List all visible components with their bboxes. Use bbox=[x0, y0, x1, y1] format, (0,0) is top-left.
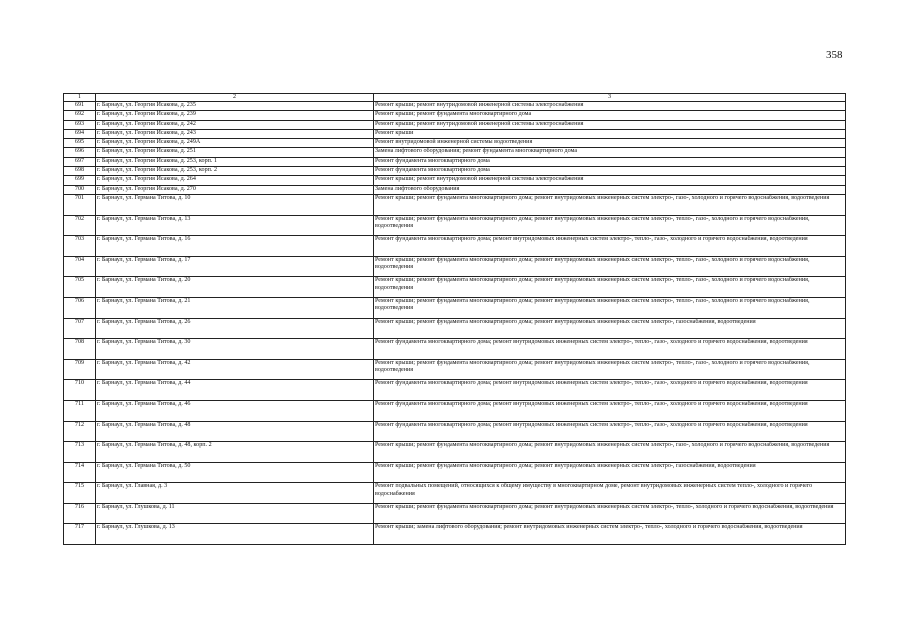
row-number-cell: 706 bbox=[64, 297, 96, 318]
row-number-cell: 692 bbox=[64, 111, 96, 120]
works-cell: Ремонт крыши; ремонт фундамента многоквартирного дома; ремонт внутридомовых инженерных систем электро-, тепло-, газо-, холодного и горячего водоснабжения, водоотведения bbox=[374, 277, 846, 298]
works-cell: Ремонт крыши bbox=[374, 129, 846, 138]
address-cell: г. Барнаул, ул. Георгия Исакова, д. 264 bbox=[96, 176, 374, 185]
row-number-cell: 709 bbox=[64, 359, 96, 380]
table-row bbox=[64, 167, 846, 176]
row-number-cell: 701 bbox=[64, 194, 96, 215]
table-row bbox=[64, 400, 846, 421]
address-cell: г. Барнаул, ул. Германа Титова, д. 30 bbox=[96, 339, 374, 360]
row-number-cell: 695 bbox=[64, 139, 96, 148]
address-cell: г. Барнаул, ул. Германа Титова, д. 20 bbox=[96, 277, 374, 298]
table-row bbox=[64, 524, 846, 545]
address-cell: г. Барнаул, ул. Георгия Исакова, д. 242 bbox=[96, 120, 374, 129]
row-number-cell: 710 bbox=[64, 380, 96, 401]
address-cell: г. Барнаул, ул. Глушкова, д. 11 bbox=[96, 503, 374, 524]
works-cell: Ремонт крыши; ремонт внутридомовой инженерной системы электроснабжения bbox=[374, 102, 846, 111]
address-cell: г. Барнаул, ул. Германа Титова, д. 21 bbox=[96, 297, 374, 318]
address-cell: г. Барнаул, ул. Германа Титова, д. 13 bbox=[96, 215, 374, 236]
row-number-cell: 713 bbox=[64, 442, 96, 463]
works-cell: Ремонт крыши; ремонт фундамента многоквартирного дома; ремонт внутридомовых инженерных систем электро-, тепло-, холодного и горячего водоснабжения, водоотведения bbox=[374, 503, 846, 524]
works-cell: Ремонт крыши; ремонт внутридомовой инженерной системы электроснабжения bbox=[374, 120, 846, 129]
table-row bbox=[64, 256, 846, 277]
address-cell: г. Барнаул, ул. Георгия Исакова, д. 249А bbox=[96, 139, 374, 148]
table-row bbox=[64, 442, 846, 463]
row-number-cell: 696 bbox=[64, 148, 96, 157]
works-cell: Ремонт фундамента многоквартирного дома; ремонт внутридомовых инженерных систем электро-, тепло-, газо-, холодного и горячего водоснабжения, водоотведения bbox=[374, 400, 846, 421]
table-row bbox=[64, 483, 846, 504]
row-number-cell: 717 bbox=[64, 524, 96, 545]
column-header-address: 2 bbox=[96, 94, 374, 102]
table-row bbox=[64, 194, 846, 215]
address-cell: г. Барнаул, ул. Георгия Исакова, д. 253, корп. 2 bbox=[96, 167, 374, 176]
works-cell: Ремонт внутридомовой инженерной системы водоотведения bbox=[374, 139, 846, 148]
column-header-number: 1 bbox=[64, 94, 96, 102]
address-cell: г. Барнаул, ул. Германа Титова, д. 10 bbox=[96, 194, 374, 215]
address-cell: г. Барнаул, ул. Германа Титова, д. 42 bbox=[96, 359, 374, 380]
row-number-cell: 697 bbox=[64, 157, 96, 166]
column-header-works: 3 bbox=[374, 94, 846, 102]
works-cell: Ремонт крыши; ремонт фундамента многоквартирного дома; ремонт внутридомовых инженерных систем электро-, газо-, холодного и горячего водоснабжения, водоотведения bbox=[374, 442, 846, 463]
works-cell: Ремонт крыши; ремонт внутридомовой инженерной системы электроснабжения bbox=[374, 176, 846, 185]
table-row bbox=[64, 215, 846, 236]
address-cell: г. Барнаул, ул. Георгия Исакова, д. 253, корп. 1 bbox=[96, 157, 374, 166]
address-cell: г. Барнаул, ул. Германа Титова, д. 26 bbox=[96, 318, 374, 339]
table-row bbox=[64, 157, 846, 166]
table-row bbox=[64, 359, 846, 380]
works-cell: Ремонт подвальных помещений, относящихся к общему имуществу в многоквартирном доме, ремонт внутридомовых инженерных систем тепло-, холодного и горячего водоснабжения bbox=[374, 483, 846, 504]
table-row bbox=[64, 129, 846, 138]
address-cell: г. Барнаул, ул. Георгия Исакова, д. 243 bbox=[96, 129, 374, 138]
row-number-cell: 694 bbox=[64, 129, 96, 138]
row-number-cell: 703 bbox=[64, 236, 96, 257]
table-row bbox=[64, 185, 846, 194]
works-cell: Ремонт фундамента многоквартирного дома; ремонт внутридомовых инженерных систем электро-, тепло-, газо-, холодного и горячего водоснабжения, водоотведения bbox=[374, 421, 846, 442]
table-row bbox=[64, 297, 846, 318]
row-number-cell: 714 bbox=[64, 462, 96, 483]
works-cell: Ремонт крыши; ремонт фундамента многоквартирного дома; ремонт внутридомовых инженерных систем электро-, тепло-, газо-, холодного и горячего водоснабжения, водоотведения bbox=[374, 297, 846, 318]
table-row bbox=[64, 339, 846, 360]
table-row bbox=[64, 380, 846, 401]
works-cell: Ремонт крыши; ремонт фундамента многоквартирного дома; ремонт внутридомовых инженерных систем электро-, тепло-, газо-, холодного и горячего водоснабжения, водоотведения bbox=[374, 359, 846, 380]
row-number-cell: 705 bbox=[64, 277, 96, 298]
works-cell: Ремонт фундамента многоквартирного дома bbox=[374, 167, 846, 176]
table-row bbox=[64, 120, 846, 129]
address-cell: г. Барнаул, ул. Георгия Исакова, д. 235 bbox=[96, 102, 374, 111]
table-row bbox=[64, 139, 846, 148]
row-number-cell: 708 bbox=[64, 339, 96, 360]
works-cell: Замена лифтового оборудования bbox=[374, 185, 846, 194]
row-number-cell: 715 bbox=[64, 483, 96, 504]
address-cell: г. Барнаул, ул. Георгия Исакова, д. 270 bbox=[96, 185, 374, 194]
table-row bbox=[64, 462, 846, 483]
table-row bbox=[64, 102, 846, 111]
address-cell: г. Барнаул, ул. Главная, д. 3 bbox=[96, 483, 374, 504]
row-number-cell: 693 bbox=[64, 120, 96, 129]
table-row bbox=[64, 236, 846, 257]
address-cell: г. Барнаул, ул. Георгия Исакова, д. 251 bbox=[96, 148, 374, 157]
row-number-cell: 716 bbox=[64, 503, 96, 524]
page-number: 358 bbox=[826, 49, 843, 61]
address-cell: г. Барнаул, ул. Германа Титова, д. 46 bbox=[96, 400, 374, 421]
address-cell: г. Барнаул, ул. Георгия Исакова, д. 239 bbox=[96, 111, 374, 120]
row-number-cell: 700 bbox=[64, 185, 96, 194]
row-number-cell: 712 bbox=[64, 421, 96, 442]
address-cell: г. Барнаул, ул. Германа Титова, д. 16 bbox=[96, 236, 374, 257]
table-row bbox=[64, 318, 846, 339]
row-number-cell: 698 bbox=[64, 167, 96, 176]
table-row bbox=[64, 503, 846, 524]
table-row bbox=[64, 148, 846, 157]
row-number-cell: 704 bbox=[64, 256, 96, 277]
row-number-cell: 702 bbox=[64, 215, 96, 236]
row-number-cell: 711 bbox=[64, 400, 96, 421]
address-cell: г. Барнаул, ул. Глушкова, д. 13 bbox=[96, 524, 374, 545]
works-table bbox=[63, 93, 846, 545]
address-cell: г. Барнаул, ул. Германа Титова, д. 17 bbox=[96, 256, 374, 277]
table-row bbox=[64, 277, 846, 298]
works-cell: Ремонт крыши; ремонт фундамента многоквартирного дома; ремонт внутридомовых инженерных систем электро-, газоснабжения, водоотведения bbox=[374, 318, 846, 339]
address-cell: г. Барнаул, ул. Германа Титова, д. 44 bbox=[96, 380, 374, 401]
works-cell: Замена лифтового оборудования; ремонт фундамента многоквартирного дома bbox=[374, 148, 846, 157]
table-body bbox=[64, 94, 846, 545]
address-cell: г. Барнаул, ул. Германа Титова, д. 50 bbox=[96, 462, 374, 483]
address-cell: г. Барнаул, ул. Германа Титова, д. 48 bbox=[96, 421, 374, 442]
table-row bbox=[64, 111, 846, 120]
works-cell: Ремонт крыши; ремонт фундамента многоквартирного дома; ремонт внутридомовых инженерных систем электро-, газо-, холодного и горячего водоснабжения, водоотведения bbox=[374, 194, 846, 215]
row-number-cell: 707 bbox=[64, 318, 96, 339]
header-row bbox=[64, 94, 846, 102]
row-number-cell: 699 bbox=[64, 176, 96, 185]
works-cell: Ремонт крыши; ремонт фундамента многоквартирного дома bbox=[374, 111, 846, 120]
works-cell: Ремонт крыши; ремонт фундамента многоквартирного дома; ремонт внутридомовых инженерных систем электро-, тепло-, газо-, холодного и горячего водоснабжения, водоотведения bbox=[374, 256, 846, 277]
works-cell: Ремонт фундамента многоквартирного дома; ремонт внутридомовых инженерных систем электро-, тепло-, газо-, холодного и горячего водоснабжения, водоотведения bbox=[374, 380, 846, 401]
works-cell: Ремонт крыши; ремонт фундамента многоквартирного дома; ремонт внутридомовых инженерных систем электро-, тепло-, газо-, холодного и горячего водоснабжения, водоотведения bbox=[374, 215, 846, 236]
address-cell: г. Барнаул, ул. Германа Титова, д. 48, корп. 2 bbox=[96, 442, 374, 463]
works-cell: Ремонт фундамента многоквартирного дома bbox=[374, 157, 846, 166]
works-cell: Ремонт фундамента многоквартирного дома; ремонт внутридомовых инженерных систем электро-, тепло-, газо-, холодного и горячего водоснабжения, водоотведения bbox=[374, 339, 846, 360]
table-row bbox=[64, 421, 846, 442]
table-row bbox=[64, 176, 846, 185]
works-cell: Ремонт крыши; замена лифтового оборудования; ремонт внутридомовых инженерных систем электро-, тепло-, холодного и горячего водоснабжения, водоотведения bbox=[374, 524, 846, 545]
row-number-cell: 691 bbox=[64, 102, 96, 111]
works-cell: Ремонт крыши; ремонт фундамента многоквартирного дома; ремонт внутридомовых инженерных систем электро-, газоснабжения, водоотведения bbox=[374, 462, 846, 483]
works-cell: Ремонт фундамента многоквартирного дома; ремонт внутридомовых инженерных систем электро-, тепло-, газо-, холодного и горячего водоснабжения, водоотведения bbox=[374, 236, 846, 257]
